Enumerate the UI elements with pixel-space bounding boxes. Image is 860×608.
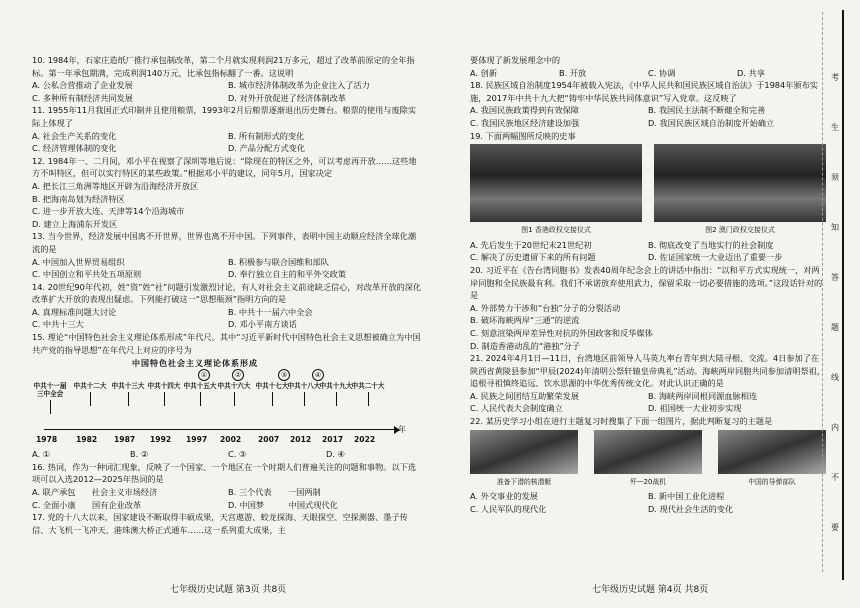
- figure-pair: [470, 144, 826, 237]
- timeline-event: 中共十一届三中全会: [32, 382, 68, 414]
- question-16: 16. 热词，作为一种词汇现象，反映了一个国家、一个地区在一个时期人们普遍关注的问题和事物。以下选项可以入选2012—2025年热词的是: [32, 461, 417, 485]
- option[interactable]: D. 共享: [737, 67, 765, 78]
- timeline-event: 中共十七大: [254, 382, 290, 406]
- question-20: 20. 习近平在《告台湾同胞书》发表40周年纪念会上的讲话中指出：“以和平方式实现统一，对两岸同胞和全民族最有利。我们不承诺放弃使用武力，保留采取一切必要措施的选项。”这段话针对的是: [470, 264, 823, 301]
- question-17: 17. 党的十八大以来，国家建设不断取得丰硕成果，天宫遨游、蛟龙探海、天眼探空、空探测器、墨子传信、大飞机一飞冲天、港珠澳大桥正式通车……这一系列重大成果，主: [32, 512, 408, 535]
- timeline-axis: [44, 429, 394, 430]
- timeline-axis-label: 年: [398, 425, 406, 435]
- option[interactable]: A. 把长江三角洲等地区开辟为沿海经济开放区: [32, 180, 199, 191]
- option[interactable]: A. 公私合营推动了企业发展: [32, 80, 133, 91]
- option[interactable]: C. 中共十三大: [32, 319, 84, 330]
- option[interactable]: D. 祖国统一大业初步实现: [648, 403, 742, 414]
- option[interactable]: D. 建立上海浦东开发区: [32, 218, 118, 229]
- question-11: 11. 1955年11月我国正式印制并且使用粮票，1993年2月后粮票逐渐退出历史舞台。粮票的使用与废除实际上体现了: [32, 105, 417, 128]
- option[interactable]: D. 我国民族区域自治制度开始确立: [648, 117, 775, 128]
- photo-image: [718, 430, 826, 474]
- timeline-marker-4: ④: [312, 369, 324, 381]
- question-15: 15. 理论“中国特色社会主义理论体系形成”年代尺。其中“习近平新时代中国特色社会主义思想被确立为中国共产党的指导思想”在年代尺上对应的序号为: [32, 332, 421, 355]
- timeline-event: 中共十八大: [286, 382, 322, 406]
- question-13: 13. 当今世界，经济发展中国离不开世界，世界也离不开中国。下列事件，表明中国主动顺应经济全球化潮流的是: [32, 231, 417, 254]
- option[interactable]: B. 破坏海峡两岸“三通”的逆流: [470, 315, 580, 326]
- page-edge-line: [842, 10, 844, 580]
- option[interactable]: C. 经济管理体制的变化: [32, 143, 117, 154]
- timeline-year: 1997: [186, 435, 208, 445]
- option[interactable]: C. 解决了历史遗留下来的所有问题: [470, 252, 596, 263]
- margin-char: 知: [831, 223, 839, 232]
- binding-margin: [822, 12, 841, 572]
- figure-caption: 图1 香港政权交接仪式: [521, 226, 591, 235]
- photo-image: [594, 430, 702, 474]
- timeline-figure: [32, 358, 424, 446]
- fighter-jet-photo: [594, 430, 702, 489]
- timeline-event: 中共十四大: [146, 382, 182, 406]
- option[interactable]: A. 社会生产关系的变化: [32, 130, 117, 141]
- timeline-marker-3: ③: [278, 369, 290, 381]
- macau-photo: [654, 144, 826, 237]
- figure-triple: [470, 430, 826, 489]
- option[interactable]: B. 海峡两岸同根同源血脉相连: [648, 390, 758, 401]
- timeline-year: 2017: [322, 435, 344, 445]
- option[interactable]: A. 外交事业的发展: [470, 491, 538, 502]
- option[interactable]: B. 所有制形式的变化: [228, 130, 305, 141]
- timeline-title: 中国特色社会主义理论体系形成: [132, 359, 258, 369]
- option[interactable]: B. 积极参与联合国维和部队: [228, 256, 329, 267]
- left-column: [32, 54, 424, 536]
- option[interactable]: D. 现代社会生活的变化: [648, 503, 734, 514]
- timeline-year: 2022: [354, 435, 376, 445]
- option[interactable]: B. ②: [130, 449, 149, 460]
- timeline-year: 2012: [290, 435, 312, 445]
- option[interactable]: D. 中国梦 中国式现代化: [228, 499, 338, 510]
- margin-char: 不: [831, 473, 839, 482]
- ceremony-image: [470, 144, 642, 222]
- question-12: 12. 1984年一、二月间，邓小平在视察了深圳等地后说：“除现在的特区之外，可以考虑再开放……这些地方不叫特区，但可以实行特区的某些政策。”根据邓小平的建议，同年5月，国家决定: [32, 155, 417, 179]
- missile-troops-photo: [718, 430, 826, 489]
- option[interactable]: B. 我国民主法制不断健全和完善: [648, 105, 766, 116]
- option[interactable]: A. ①: [32, 449, 51, 460]
- option[interactable]: D. 对外开放促进了经济体制改革: [228, 92, 346, 103]
- figure-caption: 歼—20战机: [630, 477, 666, 486]
- timeline-event: 中共十三大: [110, 382, 146, 406]
- option[interactable]: A. 创新: [470, 67, 498, 78]
- option[interactable]: C. ③: [228, 449, 247, 460]
- photo-image: [470, 430, 578, 474]
- option[interactable]: C. 进一步开放大连、天津等14个沿海城市: [32, 206, 185, 217]
- option[interactable]: B. 彻底改变了当地实行的社会制度: [648, 239, 774, 250]
- option[interactable]: C. 我国民族地区经济建设加强: [470, 117, 580, 128]
- timeline-marker-2: ②: [232, 369, 244, 381]
- option[interactable]: C. 人民军队的现代化: [470, 503, 547, 514]
- option[interactable]: B. 新中国工业化进程: [648, 491, 725, 502]
- timeline-event: 中共十二大: [72, 382, 108, 406]
- margin-char: 答: [831, 273, 839, 282]
- margin-char: 考: [831, 73, 839, 82]
- option[interactable]: B. 把海南岛划为经济特区: [32, 193, 125, 204]
- option[interactable]: D. 产品分配方式变化: [228, 143, 306, 154]
- timeline-event: 中共十九大: [318, 382, 354, 406]
- right-column: [470, 54, 826, 515]
- option[interactable]: A. 联产承包 社会主义市场经济: [32, 487, 158, 498]
- timeline-year: 1992: [150, 435, 172, 445]
- option[interactable]: C. 刻意渲染两岸差异性对抗的外国政客和反华媒体: [470, 327, 653, 338]
- option[interactable]: A. 外部势力干涉和“台独”分子的分裂活动: [470, 302, 621, 313]
- question-14: 14. 20世纪90年代初，姓“资”姓“社”问题引发激烈讨论，有人对社会主义前途缺乏信心，对改革开放的深化改革扩大开放的表现出疑虑。下列能打破这一“思想瓶颈”指明方向的是: [32, 281, 422, 305]
- hongkong-photo: [470, 144, 642, 237]
- option[interactable]: B. 中共十一届六中全会: [228, 306, 313, 317]
- timeline-year: 2007: [258, 435, 280, 445]
- timeline-year: 1987: [114, 435, 136, 445]
- timeline-year: 1978: [36, 435, 58, 445]
- margin-char: 线: [831, 373, 839, 382]
- option[interactable]: C. 全面小康 国有企业改革: [32, 499, 142, 510]
- option[interactable]: C. 人民代表大会制度确立: [470, 403, 563, 414]
- margin-char: 生: [831, 123, 839, 132]
- option[interactable]: B. 三个代表 一国两制: [228, 487, 321, 498]
- option[interactable]: A. 先后发生于20世纪末21世纪初: [470, 239, 592, 250]
- question-22: 22. 某历史学习小组在进行主题复习时搜集了下面一组图片，据此判断复习的主题是: [470, 416, 773, 427]
- timeline-year: 1982: [76, 435, 98, 445]
- page-footer-left: 七年级历史试题 第3页 共8页: [170, 585, 287, 595]
- margin-char: 须: [831, 173, 839, 182]
- figure-caption: 图2 澳门政权交接仪式: [705, 226, 775, 235]
- option[interactable]: C. 协调: [648, 67, 676, 78]
- margin-char: 要: [831, 523, 839, 532]
- option[interactable]: B. 城市经济体制改革为企业注入了活力: [228, 80, 370, 91]
- option[interactable]: C. 中国创立和平共处五项原则: [32, 269, 142, 280]
- timeline-year: 2002: [220, 435, 242, 445]
- question-10: 10. 1984年，石家庄造纸厂推行承包制改革，第二个月就实现利润21万多元，超过了改革前原定的全年指标。第一年承包期满，完成利润140万元，比承包指标翻了一番。这说明: [32, 55, 415, 78]
- margin-char: 题: [831, 323, 839, 332]
- option[interactable]: C. 多种所有制经济共同发展: [32, 92, 133, 103]
- option[interactable]: D. 奉行独立自主的和平外交政策: [228, 269, 346, 280]
- option[interactable]: A. 民族之间团结互助繁荣发展: [470, 390, 579, 401]
- figure-caption: 准备下潜的核潜艇: [496, 477, 552, 486]
- option[interactable]: D. 邓小平南方谈话: [228, 319, 297, 330]
- ceremony-image: [654, 144, 826, 222]
- page-footer-right: 七年级历史试题 第4页 共8页: [592, 585, 709, 595]
- timeline-event: 中共十六大: [216, 382, 252, 406]
- timeline-event: 中共二十大: [350, 382, 386, 406]
- margin-char: 内: [831, 423, 839, 432]
- question-21: 21. 2024年4月1日—11日，台湾地区前领导人马英九率台青年到大陆寻根、交流。4日参加了在陕西省黄陵县参加“甲辰(2024)年清明公祭轩辕皇帝典礼”活动。海峡两岸同胞共同参加清明祭祖，追根寻祖慎终追远、饮水思源的中华优秀传统文化。对此认识正确的是: [470, 353, 826, 389]
- option[interactable]: D. 佐证国家统一大业迈出了重要一步: [648, 252, 783, 263]
- question-17-continued: 要体现了新发展理念中的: [470, 55, 561, 65]
- question-19: 19. 下面两幅图所反映的史事: [470, 130, 576, 141]
- figure-caption: 中国的导弹部队: [748, 477, 796, 486]
- option[interactable]: B. 开放: [559, 67, 587, 78]
- timeline-marker-1: ①: [198, 369, 210, 381]
- submarine-photo: [470, 430, 578, 489]
- option[interactable]: A. 我国民族政策得到有效保障: [470, 105, 579, 116]
- option[interactable]: A. 真理标准问题大讨论: [32, 306, 117, 317]
- question-18: 18. 民族区域自治制度1954年被载入宪法，《中华人民共和国民族区域自治法》于1984年颁布实施，2017年中共十九大把“铸牢中华民族共同体意识”写入党章。这反映了: [470, 80, 818, 103]
- option[interactable]: D. ④: [326, 449, 345, 460]
- timeline-event: 中共十五大: [182, 382, 218, 406]
- option[interactable]: A. 中国加入世界贸易组织: [32, 256, 125, 267]
- option[interactable]: D. 制造香港动乱的“港独”分子: [470, 340, 581, 351]
